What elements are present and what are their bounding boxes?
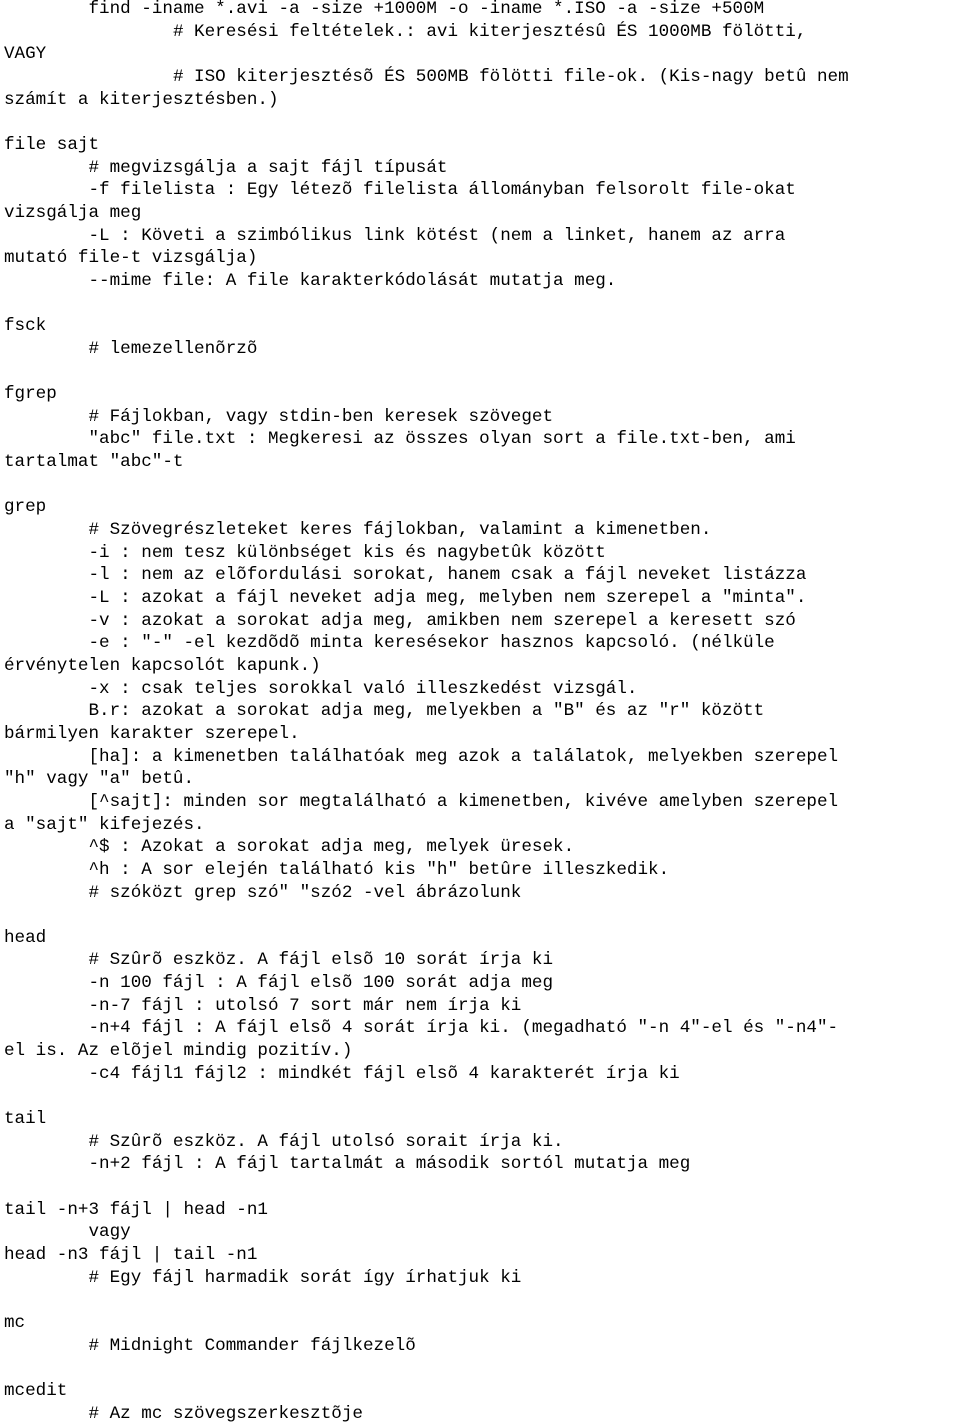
text-line: # Fájlokban, vagy stdin-ben keresek szöveget bbox=[4, 406, 554, 427]
document-text bbox=[4, 0, 958, 1425]
text-line: head -n3 fájl | tail -n1 bbox=[4, 1244, 258, 1265]
text-line: tartalmat "abc"-t bbox=[4, 452, 184, 473]
text-line: # szóközt grep szó" "szó2 -vel ábrázolunk bbox=[4, 882, 522, 903]
text-line: érvénytelen kapcsolót kapunk.) bbox=[4, 655, 321, 676]
text-line: tail -n+3 fájl | head -n1 bbox=[4, 1199, 268, 1220]
text-line: -l : nem az elõfordulási sorokat, hanem csak a fájl neveket listázza bbox=[4, 565, 807, 586]
text-line: -L : Követi a szimbólikus link kötést (nem a linket, hanem az arra bbox=[4, 225, 786, 246]
text-line: "abc" file.txt : Megkeresi az összes olyan sort a file.txt-ben, ami bbox=[4, 429, 796, 450]
text-line: # ISO kiterjesztésõ ÉS 500MB fölötti file-ok. (Kis-nagy betû nem bbox=[4, 66, 849, 87]
text-line: fgrep bbox=[4, 384, 57, 405]
text-line: -f filelista : Egy létezõ filelista állományban felsorolt file-okat bbox=[4, 180, 796, 201]
text-line: ^h : A sor elején található kis "h" betûre illeszkedik. bbox=[4, 859, 670, 880]
text-line: head bbox=[4, 927, 47, 948]
text-line: -i : nem tesz különbséget kis és nagybetûk között bbox=[4, 542, 606, 563]
text-line: VAGY bbox=[4, 44, 47, 65]
text-line: grep bbox=[4, 497, 47, 518]
text-line: # lemezellenõrzõ bbox=[4, 338, 258, 359]
text-line: ^$ : Azokat a sorokat adja meg, melyek üresek. bbox=[4, 837, 575, 858]
text-line: a "sajt" kifejezés. bbox=[4, 814, 205, 835]
text-line: # Az mc szövegszerkesztõje bbox=[4, 1403, 363, 1424]
text-line: -e : "-" -el kezdõdõ minta keresésekor hasznos kapcsoló. (nélküle bbox=[4, 633, 775, 654]
text-line: vagy bbox=[4, 1222, 131, 1243]
text-line: fsck bbox=[4, 316, 47, 337]
text-line: # Keresési feltételek.: avi kiterjesztésû ÉS 1000MB fölötti, bbox=[4, 21, 807, 42]
text-line: -n+2 fájl : A fájl tartalmát a második sortól mutatja meg bbox=[4, 1154, 691, 1175]
text-line bbox=[4, 360, 958, 383]
text-line: # Szûrõ eszköz. A fájl elsõ 10 sorát írja ki bbox=[4, 950, 554, 971]
text-line: --mime file: A file karakterkódolását mutatja meg. bbox=[4, 270, 617, 291]
text-line: el is. Az elõjel mindig pozitív.) bbox=[4, 1041, 353, 1062]
text-line: file sajt bbox=[4, 134, 100, 155]
text-line bbox=[4, 111, 958, 134]
text-line: # Midnight Commander fájlkezelõ bbox=[4, 1335, 416, 1356]
text-line: -n+4 fájl : A fájl elsõ 4 sorát írja ki. (megadható "-n 4"-el és "-n4"- bbox=[4, 1018, 839, 1039]
text-line bbox=[4, 1085, 958, 1108]
text-line: -n-7 fájl : utolsó 7 sort már nem írja ki bbox=[4, 995, 522, 1016]
text-line: tail bbox=[4, 1109, 47, 1130]
text-line: # Egy fájl harmadik sorát így írhatjuk ki bbox=[4, 1267, 522, 1288]
text-line: [ha]: a kimenetben találhatóak meg azok a találatok, melyekben szerepel bbox=[4, 746, 839, 767]
text-line: # Szûrõ eszköz. A fájl utolsó sorait írja ki. bbox=[4, 1131, 564, 1152]
text-line: mutató file-t vizsgálja) bbox=[4, 248, 258, 269]
text-line: -c4 fájl1 fájl2 : mindkét fájl elsõ 4 karakterét írja ki bbox=[4, 1063, 680, 1084]
text-line bbox=[4, 474, 958, 497]
text-line: # megvizsgálja a sajt fájl típusát bbox=[4, 157, 448, 178]
text-line: vizsgálja meg bbox=[4, 202, 142, 223]
text-line: -n 100 fájl : A fájl elsõ 100 sorát adja meg bbox=[4, 973, 554, 994]
text-line bbox=[4, 904, 958, 927]
text-line: "h" vagy "a" betû. bbox=[4, 769, 195, 790]
text-line: find -iname *.avi -a -size +1000M -o -iname *.ISO -a -size +500M bbox=[4, 0, 765, 19]
text-line bbox=[4, 1289, 958, 1312]
text-line: mc bbox=[4, 1312, 26, 1333]
text-line: B.r: azokat a sorokat adja meg, melyekben a "B" és az "r" között bbox=[4, 701, 765, 722]
text-line: bármilyen karakter szerepel. bbox=[4, 723, 300, 744]
text-line: mcedit bbox=[4, 1380, 68, 1401]
text-line bbox=[4, 1357, 958, 1380]
text-line: -v : azokat a sorokat adja meg, amikben nem szerepel a keresett szó bbox=[4, 610, 796, 631]
text-line: # Szövegrészleteket keres fájlokban, valamint a kimenetben. bbox=[4, 520, 712, 541]
text-line bbox=[4, 293, 958, 316]
text-line: -x : csak teljes sorokkal való illeszkedést vizsgál. bbox=[4, 678, 638, 699]
text-line bbox=[4, 1176, 958, 1199]
text-line: számít a kiterjesztésben.) bbox=[4, 89, 279, 110]
text-line: -L : azokat a fájl neveket adja meg, melyben nem szerepel a "minta". bbox=[4, 588, 807, 608]
text-line: [^sajt]: minden sor megtalálható a kimenetben, kivéve amelyben szerepel bbox=[4, 791, 839, 812]
